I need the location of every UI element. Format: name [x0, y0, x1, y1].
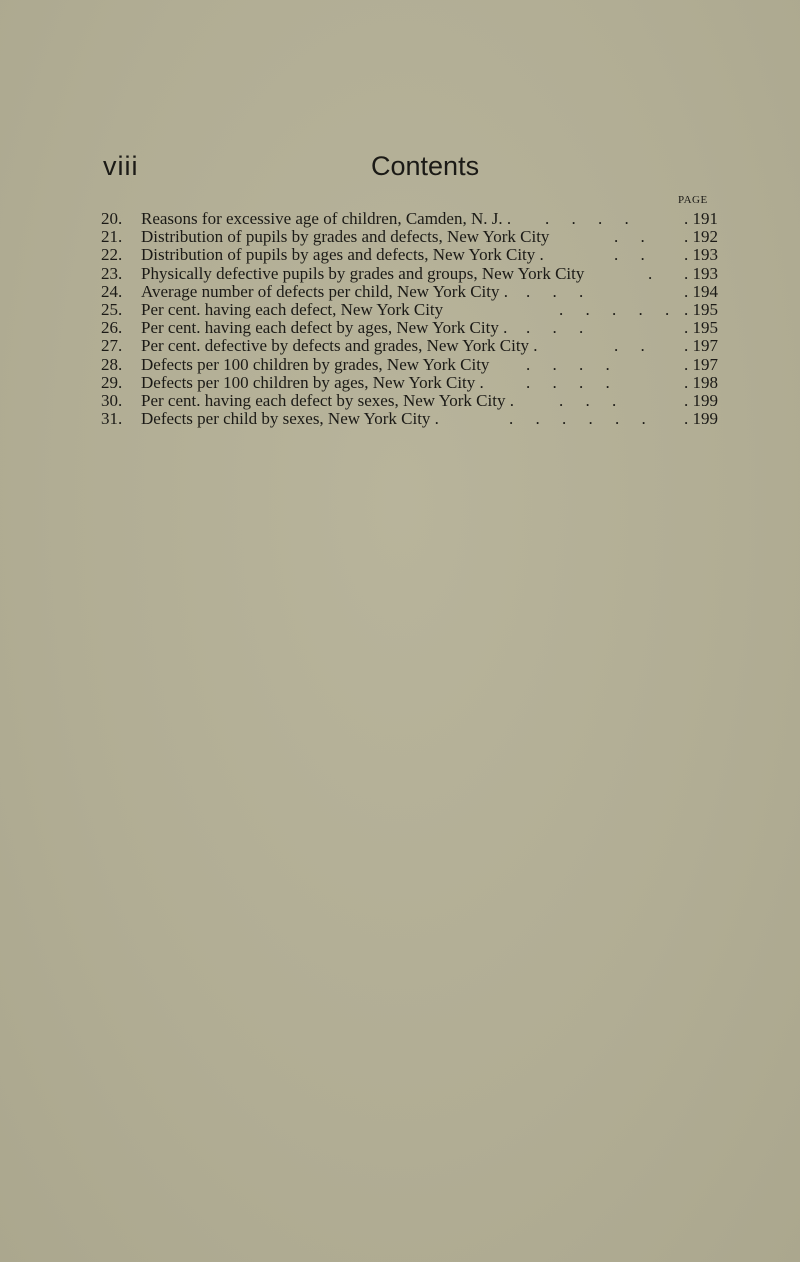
toc-entry-leader: . . . . . .: [509, 409, 655, 429]
toc-entry-page: . 195: [684, 299, 718, 319]
toc-entry-leader: . . . .: [526, 354, 619, 374]
toc-entry-title: Per cent. defective by defects and grades, New York City .: [141, 336, 538, 356]
toc-entry: [101, 356, 721, 374]
toc-entry-title: Distribution of pupils by ages and defects, New York City .: [141, 245, 544, 265]
toc-entry-leader: . .: [614, 245, 654, 265]
toc-entry-number: 31.: [101, 409, 123, 429]
page-title: Contents: [371, 151, 480, 181]
toc-entry: [101, 319, 721, 337]
toc-entry-page: . 195: [684, 318, 718, 338]
toc-entry: [101, 210, 721, 228]
toc-entry: [101, 265, 721, 283]
toc-entry-page: . 193: [684, 245, 718, 265]
page-number: viii: [103, 151, 139, 181]
toc-entry: [101, 410, 721, 428]
toc-entry: [101, 301, 721, 319]
page-column-label: PAGE: [678, 194, 708, 206]
toc-entry-number: 26.: [101, 318, 123, 338]
toc-entry-page: . 199: [684, 409, 718, 429]
toc-entry-number: 20.: [101, 209, 123, 228]
toc-entry-leader: . . .: [526, 281, 593, 301]
toc-entry-leader: . . . .: [545, 209, 638, 228]
toc-entry-number: 22.: [101, 245, 123, 265]
toc-entry-page: . 191: [684, 209, 718, 228]
toc-entry-number: 21.: [101, 227, 123, 247]
toc-entry-title: Per cent. having each defect, New York City: [141, 299, 444, 319]
toc-entry-title: Reasons for excessive age of children, Camden, N. J. .: [141, 209, 512, 228]
toc-entry-page: . 198: [684, 372, 718, 392]
toc-entry: [101, 228, 721, 246]
toc-entry-number: 24.: [101, 281, 123, 301]
toc-entry-leader: . . . . .: [559, 299, 679, 319]
toc-entry: [101, 337, 721, 355]
toc-entry-page: . 197: [684, 336, 718, 356]
toc-entry-leader: .: [648, 263, 662, 283]
toc-entry-leader: . .: [614, 227, 654, 247]
toc-entry-number: 29.: [101, 372, 123, 392]
toc-entry-title: Defects per 100 children by grades, New York City: [141, 354, 490, 374]
toc-entry-title: Per cent. having each defect by ages, New York City .: [141, 318, 508, 338]
toc-entry-page: . 192: [684, 227, 718, 247]
toc-entry-title: Defects per child by sexes, New York City .: [141, 409, 439, 429]
toc-entry-page: . 193: [684, 263, 718, 283]
toc-entry-title: Average number of defects per child, New York City .: [141, 281, 508, 301]
toc-entry-title: Per cent. having each defect by sexes, New York City .: [141, 390, 514, 410]
toc-entry-title: Physically defective pupils by grades and groups, New York City: [141, 263, 585, 283]
toc-entry-number: 30.: [101, 390, 123, 410]
toc-entry-leader: . .: [614, 336, 654, 356]
toc-entry: [101, 246, 721, 264]
toc-entry-number: 27.: [101, 336, 123, 356]
toc-entry-page: . 199: [684, 390, 718, 410]
toc-entry: [101, 374, 721, 392]
toc-entry-title: Defects per 100 children by ages, New York City .: [141, 372, 484, 392]
table-of-contents: [101, 210, 721, 428]
toc-entry-number: 23.: [101, 263, 123, 283]
toc-entry-title: Distribution of pupils by grades and defects, New York City: [141, 227, 550, 247]
toc-entry-number: 28.: [101, 354, 123, 374]
toc-entry-page: . 194: [684, 281, 718, 301]
toc-entry-leader: . . .: [526, 318, 593, 338]
toc-entry-number: 25.: [101, 299, 123, 319]
toc-entry: [101, 392, 721, 410]
toc-entry: [101, 283, 721, 301]
toc-entry-leader: . . .: [559, 390, 626, 410]
toc-entry-page: . 197: [684, 354, 718, 374]
toc-entry-leader: . . . .: [526, 372, 619, 392]
